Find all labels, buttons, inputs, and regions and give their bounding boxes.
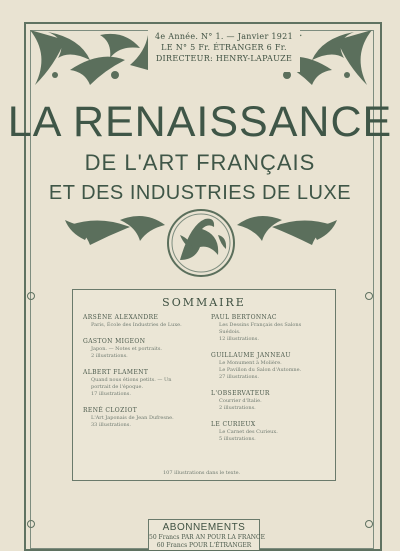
toc-line: 5 illustrations. bbox=[219, 436, 256, 442]
table-of-contents bbox=[72, 289, 336, 481]
subscriptions-heading: ABONNEMENTS bbox=[162, 522, 246, 533]
toc-author: GASTON MIGEON bbox=[83, 338, 146, 345]
magazine-subtitle-industries: ET DES INDUSTRIES DE LUXE bbox=[48, 182, 352, 204]
toc-entry bbox=[211, 421, 333, 442]
toc-line: Les Dessins Français des Salons bbox=[219, 322, 302, 328]
toc-entry bbox=[211, 390, 333, 411]
emblem-ornament bbox=[30, 205, 372, 285]
toc-line: L'Art Japonais de Jean Dufresne. bbox=[91, 415, 174, 421]
magazine-subtitle-art: DE L'ART FRANÇAIS bbox=[84, 150, 316, 175]
toc-line: 33 illustrations. bbox=[91, 422, 131, 428]
issue-info bbox=[148, 30, 300, 72]
toc-author: L'OBSERVATEUR bbox=[211, 390, 270, 397]
toc-author: LE CURIEUX bbox=[211, 421, 256, 428]
corner-dot-icon bbox=[365, 520, 373, 528]
toc-line: Courrier d'Italie. bbox=[219, 398, 262, 404]
magazine-title: LA RENAISSANCE bbox=[7, 98, 393, 146]
toc-line: Paris, École des Industries de Luxe. bbox=[91, 322, 182, 328]
toc-column-right bbox=[211, 314, 333, 452]
toc-entry bbox=[211, 314, 333, 342]
toc-line: portrait de l'époque. bbox=[91, 384, 144, 390]
corner-dot-icon bbox=[27, 520, 35, 528]
toc-line: Le Carnet des Curieux. bbox=[219, 429, 278, 435]
toc-author: ARSÈNE ALEXANDRE bbox=[83, 314, 159, 321]
subscriptions-box bbox=[148, 519, 265, 550]
toc-line: Suédois. bbox=[219, 329, 241, 335]
toc-line: 27 illustrations. bbox=[219, 374, 259, 380]
toc-line: 2 illustrations. bbox=[219, 405, 256, 411]
issue-date: 4e Année. N° 1. — Janvier 1921 bbox=[155, 32, 293, 41]
crane-medallion-icon bbox=[168, 210, 234, 276]
toc-line: 2 illustrations. bbox=[91, 353, 128, 359]
issue-director: DIRECTEUR: HENRY-LAPAUZE bbox=[155, 54, 293, 63]
toc-line: 12 illustrations. bbox=[219, 336, 259, 342]
subscription-france: 50 Francs PAR AN POUR LA FRANCE bbox=[149, 534, 265, 541]
toc-entry bbox=[83, 338, 205, 359]
toc-line: Quand nous étions petits. — Un bbox=[91, 377, 172, 383]
toc-entry bbox=[211, 352, 333, 380]
corner-dot-icon bbox=[365, 292, 373, 300]
toc-line: Japon. — Notes et portraits. bbox=[91, 346, 162, 352]
toc-column-left bbox=[83, 314, 205, 438]
toc-entry bbox=[83, 369, 205, 397]
toc-line: Le Monument à Molière. bbox=[219, 360, 282, 366]
issue-price: LE N° 5 Fr. ÉTRANGER 6 Fr. bbox=[161, 43, 287, 52]
subscription-foreign: 60 Francs POUR L'ÉTRANGER bbox=[156, 542, 252, 549]
toc-author: PAUL BERTONNAC bbox=[211, 314, 277, 321]
toc-line: Le Pavillon du Salon d'Automne. bbox=[219, 367, 302, 373]
toc-author: ALBERT FLAMENT bbox=[83, 369, 149, 376]
toc-line: 17 illustrations. bbox=[91, 391, 131, 397]
toc-entry bbox=[83, 314, 205, 328]
toc-entry bbox=[83, 407, 205, 428]
toc-author: GUILLAUME JANNEAU bbox=[211, 352, 291, 359]
toc-heading: SOMMAIRE bbox=[162, 296, 246, 309]
toc-author: RENÉ CLOZIOT bbox=[83, 407, 138, 414]
toc-illustration-note: 107 illustrations dans le texte. bbox=[163, 470, 241, 476]
corner-dot-icon bbox=[27, 292, 35, 300]
